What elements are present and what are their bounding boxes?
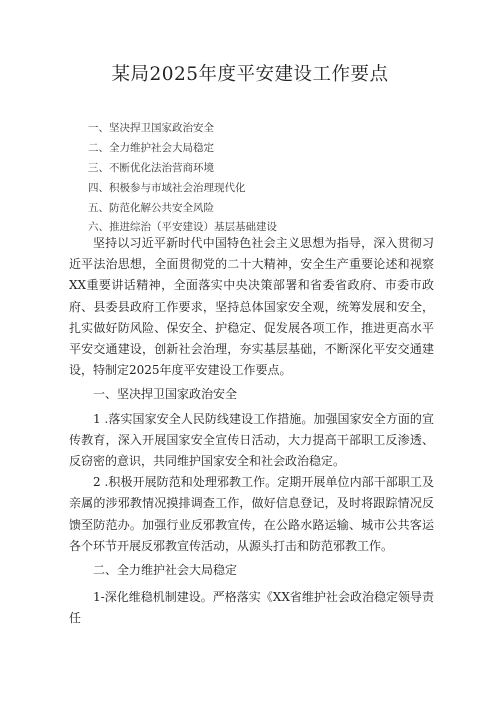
body-paragraph: 2 .积极开展防范和处理邪教工作。定期开展单位内部干部职工及亲属的涉邪教情况摸排调查工作，做好信息登记，及时将跟踪情况反馈至防范办。加强行业反邪教宣传，在公路水路运输、城市公共客运各个环节开展反邪教宣传活动，从源头打击和防范邪教工作。 (69, 475, 434, 553)
section-heading: 二、全力维护社会大局稳定 (93, 563, 238, 578)
document-title: 某局2025年度平安建设工作要点 (111, 64, 389, 85)
intro-paragraph: 坚持以习近平新时代中国特色社会主义思想为指导，深入贯彻习近平法治思想，全面贯彻党的二十大精神，安全生产重要论述和视察XX重要讲话精神，全面落实中央决策部署和省委省政府、市委市政府、县委县政府工作要求，坚持总体国家安全观，统筹发展和安全，扎实做好防风险、保安全、护稳定、促发展各项工作，推进更高水平平安交通建设，创新社会治理，夯实基层基础，不断深化平安交通建设，特制定2025年度平安建设工作要点。 (69, 236, 434, 378)
toc-item: 五、防范化解公共安全风险 (88, 201, 214, 214)
document-body (69, 233, 434, 630)
body-paragraph: 1 .落实国家安全人民防线建设工作措施。加强国家安全方面的宣传教育，深入开展国家安全宣传日活动，大力提高干部职工反渗透、反窃密的意识，共同维护国家安全和社会政治稳定。 (69, 411, 434, 469)
toc-item: 四、积极参与市域社会治理现代化 (88, 181, 246, 194)
section-heading: 一、坚决捍卫国家政治安全 (93, 387, 238, 402)
body-paragraph: 1-深化维稳机制建设。严格落实《XX省维护社会政治稳定领导责任 (69, 590, 434, 626)
toc-item: 二、全力维护社会大局稳定 (88, 141, 214, 154)
toc-item: 一、坚决捍卫国家政治安全 (88, 122, 214, 134)
toc-item: 三、不断优化法治营商环境 (88, 161, 214, 174)
toc-item: 六、推进综治（平安建设）基层基础建设 (88, 221, 277, 234)
table-of-contents (88, 119, 428, 238)
